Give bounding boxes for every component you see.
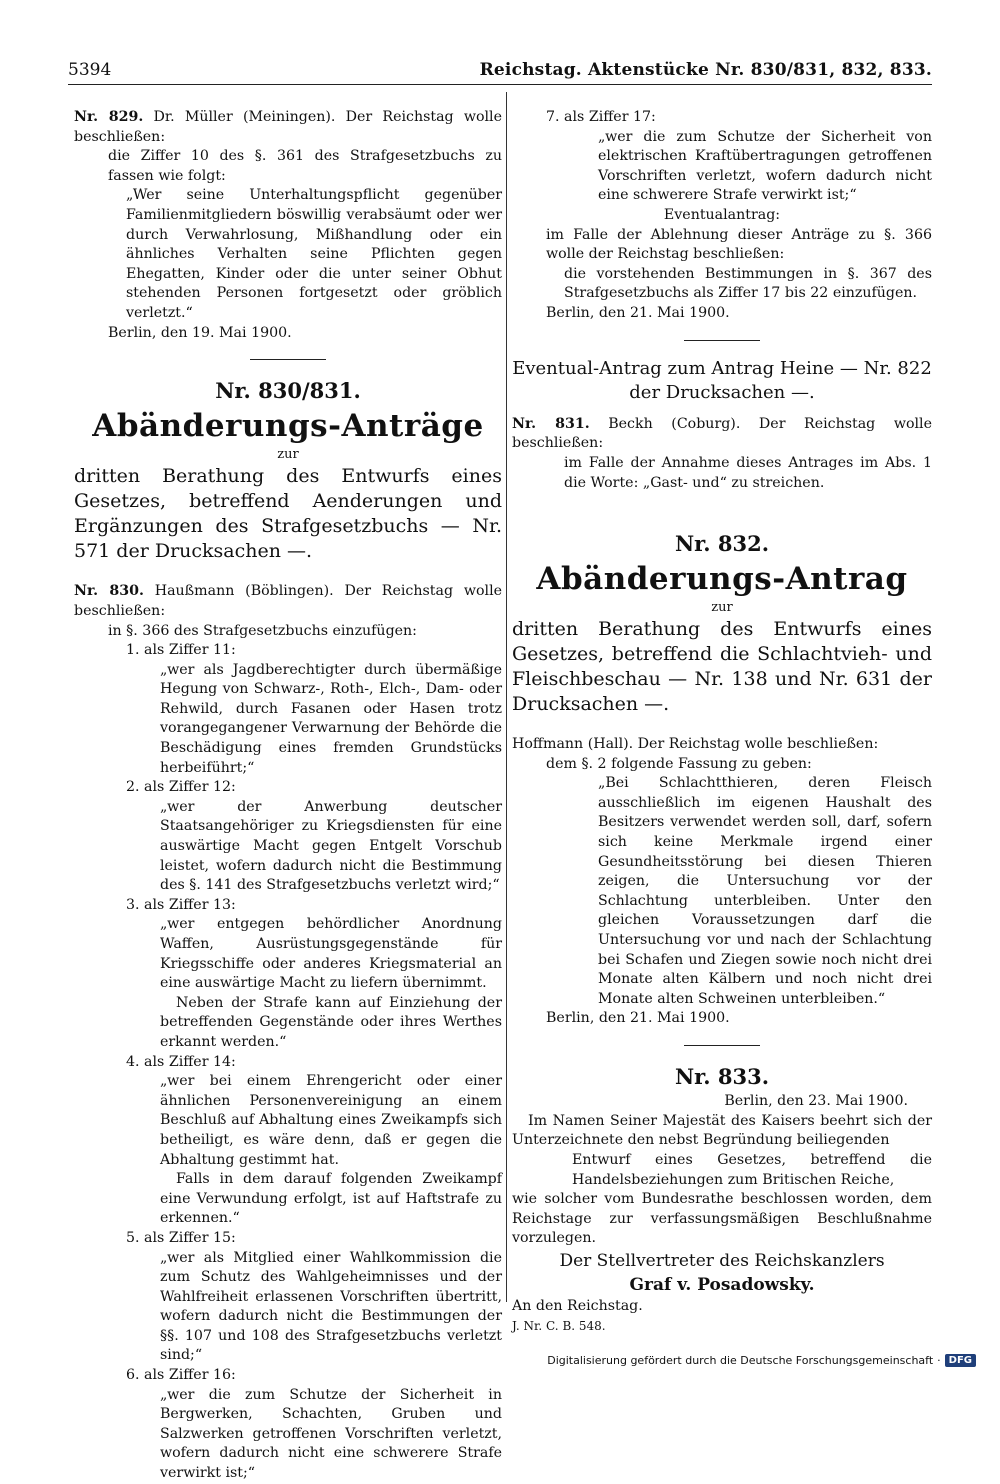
date-21-mai-2: Berlin, den 21. Mai 1900.: [546, 1010, 730, 1027]
ziffer-12-label: 2. als Ziffer 12:: [126, 779, 236, 796]
eventualantrag-text: im Falle der Ablehnung dieser Anträge zu §. 366 wolle der Reichstag beschließen:: [546, 226, 932, 263]
ziffer-14-text: „wer bei einem Ehrengericht oder einer ähnlichen Personenvereinigung an einem Beschluß auf Abhaltung eines Zweikampfs sich betheiligt, es wäre denn, daß er gegen die Abhaltung gestimmt hat.: [160, 1073, 502, 1168]
ziffer-11-label: 1. als Ziffer 11:: [126, 642, 236, 659]
hoffmann-lead: Hoffmann (Hall). Der Reichstag wolle beschließen:: [512, 736, 879, 753]
date-23-mai: Berlin, den 23. Mai 1900.: [724, 1093, 908, 1110]
nr832-number: Nr. 832.: [674, 531, 770, 557]
ziffer-14-label: 4. als Ziffer 14:: [126, 1053, 236, 1070]
nr830-number: Nr. 830.: [74, 583, 144, 600]
ziffer-17-label: 7. als Ziffer 17:: [546, 109, 656, 125]
ziffer-11-text: „wer als Jagdberechtigter durch übermäßige Hegung von Schwarz-, Roth-, Elch-, Dam- oder Rehwild, durch Fasanen oder Hasen trotz vorangegangener Verwarnung der Behörde die Beschädigung eines fremden Grundstücks herbeiführt;“: [160, 661, 502, 776]
ziffer-13-label: 3. als Ziffer 13:: [126, 896, 236, 913]
nr832-title: Abänderungs-Antrag: [536, 561, 908, 598]
eventualantrag-heading: Eventualantrag:: [663, 206, 781, 223]
heading-subtitle: dritten Berathung des Entwurfs eines Gesetzes, betreffend Aenderungen und Ergänzungen des Strafgesetzbuchs — Nr. 571 der Drucksachen —.: [74, 465, 502, 563]
ziffer-15-text: „wer als Mitglied einer Wahlkommission die zum Schutz des Wahlgeheimnisses und der Wahlfreiheit erlassenen Vorschriften übertritt, wofern dadurch nicht die Bestimmungen der §§. 107 und 108 des Strafgesetzbuchs verletzt sind;“: [160, 1249, 502, 1364]
nr830-lead: [74, 582, 502, 621]
nr831-number: Nr. 831.: [512, 415, 590, 432]
ziffer-16-label: 6. als Ziffer 16:: [126, 1367, 236, 1384]
section-rule: [250, 359, 326, 360]
ziffer-14-text-2: Falls in dem darauf folgenden Zweikampf eine Verwundung erfolgt, ist auf Haftstrafe zu erkennen.“: [160, 1171, 502, 1227]
ziffer-17-text: „wer die zum Schutze der Sicherheit von elektrischen Kraftübertragungen getroffenen Vorschriften verletzt, wofern dadurch nicht eine schwerere Strafe verwirkt ist;“: [598, 128, 932, 204]
heading-zur: zur: [277, 447, 299, 463]
addressee: An den Reichstag.: [512, 1297, 643, 1314]
right-column: [512, 108, 932, 1336]
ziffer-13-text-2: Neben der Strafe kann auf Einziehung der betreffenden Gegenstände oder ihres Werthes erkannt werden.“: [160, 994, 502, 1050]
running-title: Reichstag. Aktenstücke Nr. 830/831, 832, 833.: [479, 60, 932, 80]
ziffer-15-label: 5. als Ziffer 15:: [126, 1229, 236, 1246]
left-column: [74, 108, 502, 1484]
ziffer-16-text: „wer die zum Schutze der Sicherheit in Bergwerken, Schachten, Gruben und Salzwerken getroffenen Vorschriften verletzt, wofern dadurch nicht eine schwerere Strafe verwirkt ist;“: [160, 1386, 502, 1482]
nr832-subtitle: dritten Berathung des Entwurfs eines Gesetzes, betreffend die Schlachtvieh- und Fleischbeschau — Nr. 138 und Nr. 631 der Drucksachen —.: [512, 618, 932, 716]
nr831-lead-text: Beckh (Coburg). Der Reichstag wolle beschließen:: [512, 415, 932, 452]
ziffer-12-text: „wer der Anwerbung deutscher Staatsangehöriger zu Kriegsdiensten für eine auswärtige Macht gegen Entgelt Vorschub leistet, wofern dadurch nicht die Bestimmung des §. 141 des Strafgesetzbuchs verletzt wird;“: [160, 798, 502, 894]
section-nr829: [74, 108, 502, 343]
nr832-quote: „Bei Schlachtthieren, deren Fleisch ausschließlich im eigenen Haushalt des Besitzers verwendet werden soll, darf, sofern sich keine Merkmale irgend einer Gesundheitsstörung bei diesen Thieren zeigen, die Untersuchung vor der Schlachtung unterbleiben. Unter den gleichen Voraussetzungen darf die Untersuchung vor und nach der Schlachtung bei Schafen und Ziegen sowie noch nicht drei Monate alten Kälbern und noch nicht drei Monate alten Schweinen unterbleiben.“: [598, 775, 932, 1007]
journal-number: J. Nr. C. B. 548.: [512, 1318, 606, 1333]
page-header: [68, 58, 932, 85]
section-nr830: [74, 582, 502, 1483]
section-rule: [684, 340, 760, 341]
nr829-date: Berlin, den 19. Mai 1900.: [108, 324, 292, 341]
nr830-lead-text: Haußmann (Böblingen). Der Reichstag wolle beschließen:: [74, 583, 503, 619]
hoffmann-instruction: dem §. 2 folgende Fassung zu geben:: [546, 755, 812, 772]
eventual-antrag-title: Eventual-Antrag zum Antrag Heine — Nr. 822 der Drucksachen —.: [512, 357, 932, 403]
ziffer-13-text: „wer entgegen behördlicher Anordnung Waffen, Ausrüstungsgegenstände für Kriegsschiffe oder anderes Kriegsmaterial an eine auswärtige Macht zu liefern übernimmt.: [160, 916, 502, 992]
heading-nr830-831: [74, 376, 502, 564]
nr833-text-3: wie solcher vom Bundesrathe beschlossen worden, dem Reichstage zur verfassungsmäßigen Beschlußnahme vorzulegen.: [512, 1191, 932, 1247]
column-divider: [506, 92, 507, 1302]
nr831-lead: [512, 415, 932, 454]
nr829-lead-text: Dr. Müller (Meiningen). Der Reichstag wolle beschließen:: [74, 109, 502, 145]
nr833-number: Nr. 833.: [674, 1064, 770, 1090]
heading-number: Nr. 830/831.: [215, 378, 361, 404]
heading-title: Abänderungs-Anträge: [92, 408, 484, 445]
nr829-instruction: die Ziffer 10 des §. 361 des Strafgesetzbuchs zu fassen wie folgt:: [108, 148, 502, 184]
nr829-quote: „Wer seine Unterhaltungspflicht gegenüber Familienmitgliedern böswillig verabsäumt oder wer durch Verwahrlosung, Mißhandlung oder ein ähnliches Verhalten seine Pflichten gegen Ehegatten, Kinder oder die unter seiner Obhut stehenden Personen fortgesetzt oder gröblich verletzt.“: [126, 187, 502, 321]
footer-text: Digitalisierung gefördert durch die Deutsche Forschungsgemeinschaft: [547, 1354, 934, 1367]
nr829-lead: [74, 108, 502, 147]
footer: [547, 1354, 976, 1367]
nr833-text-1: Im Namen Seiner Majestät des Kaisers beehrt sich der Unterzeichnete den nebst Begründung beiliegenden: [512, 1112, 932, 1149]
page-number: 5394: [68, 60, 112, 80]
date-21-mai: Berlin, den 21. Mai 1900.: [546, 304, 730, 321]
nr833-text-2: Entwurf eines Gesetzes, betreffend die Handelsbeziehungen zum Britischen Reiche,: [572, 1151, 932, 1188]
signature-title: Der Stellvertreter des Reichskanzlers: [559, 1250, 885, 1271]
dfg-logo-icon: DFG: [945, 1354, 976, 1367]
nr831-text: im Falle der Annahme dieses Antrages im Abs. 1 die Worte: „Gast- und“ zu streichen.: [564, 454, 932, 491]
nr829-number: Nr. 829.: [74, 109, 144, 125]
footer-separator: ·: [937, 1354, 941, 1367]
signature-name: Graf v. Posadowsky.: [629, 1274, 815, 1295]
eventualantrag-text-2: die vorstehenden Bestimmungen in §. 367 des Strafgesetzbuchs als Ziffer 17 bis 22 einzufügen.: [564, 265, 932, 302]
nr830-instruction: in §. 366 des Strafgesetzbuchs einzufügen:: [108, 622, 417, 639]
nr832-zur: zur: [711, 600, 733, 616]
section-rule: [684, 1045, 760, 1046]
